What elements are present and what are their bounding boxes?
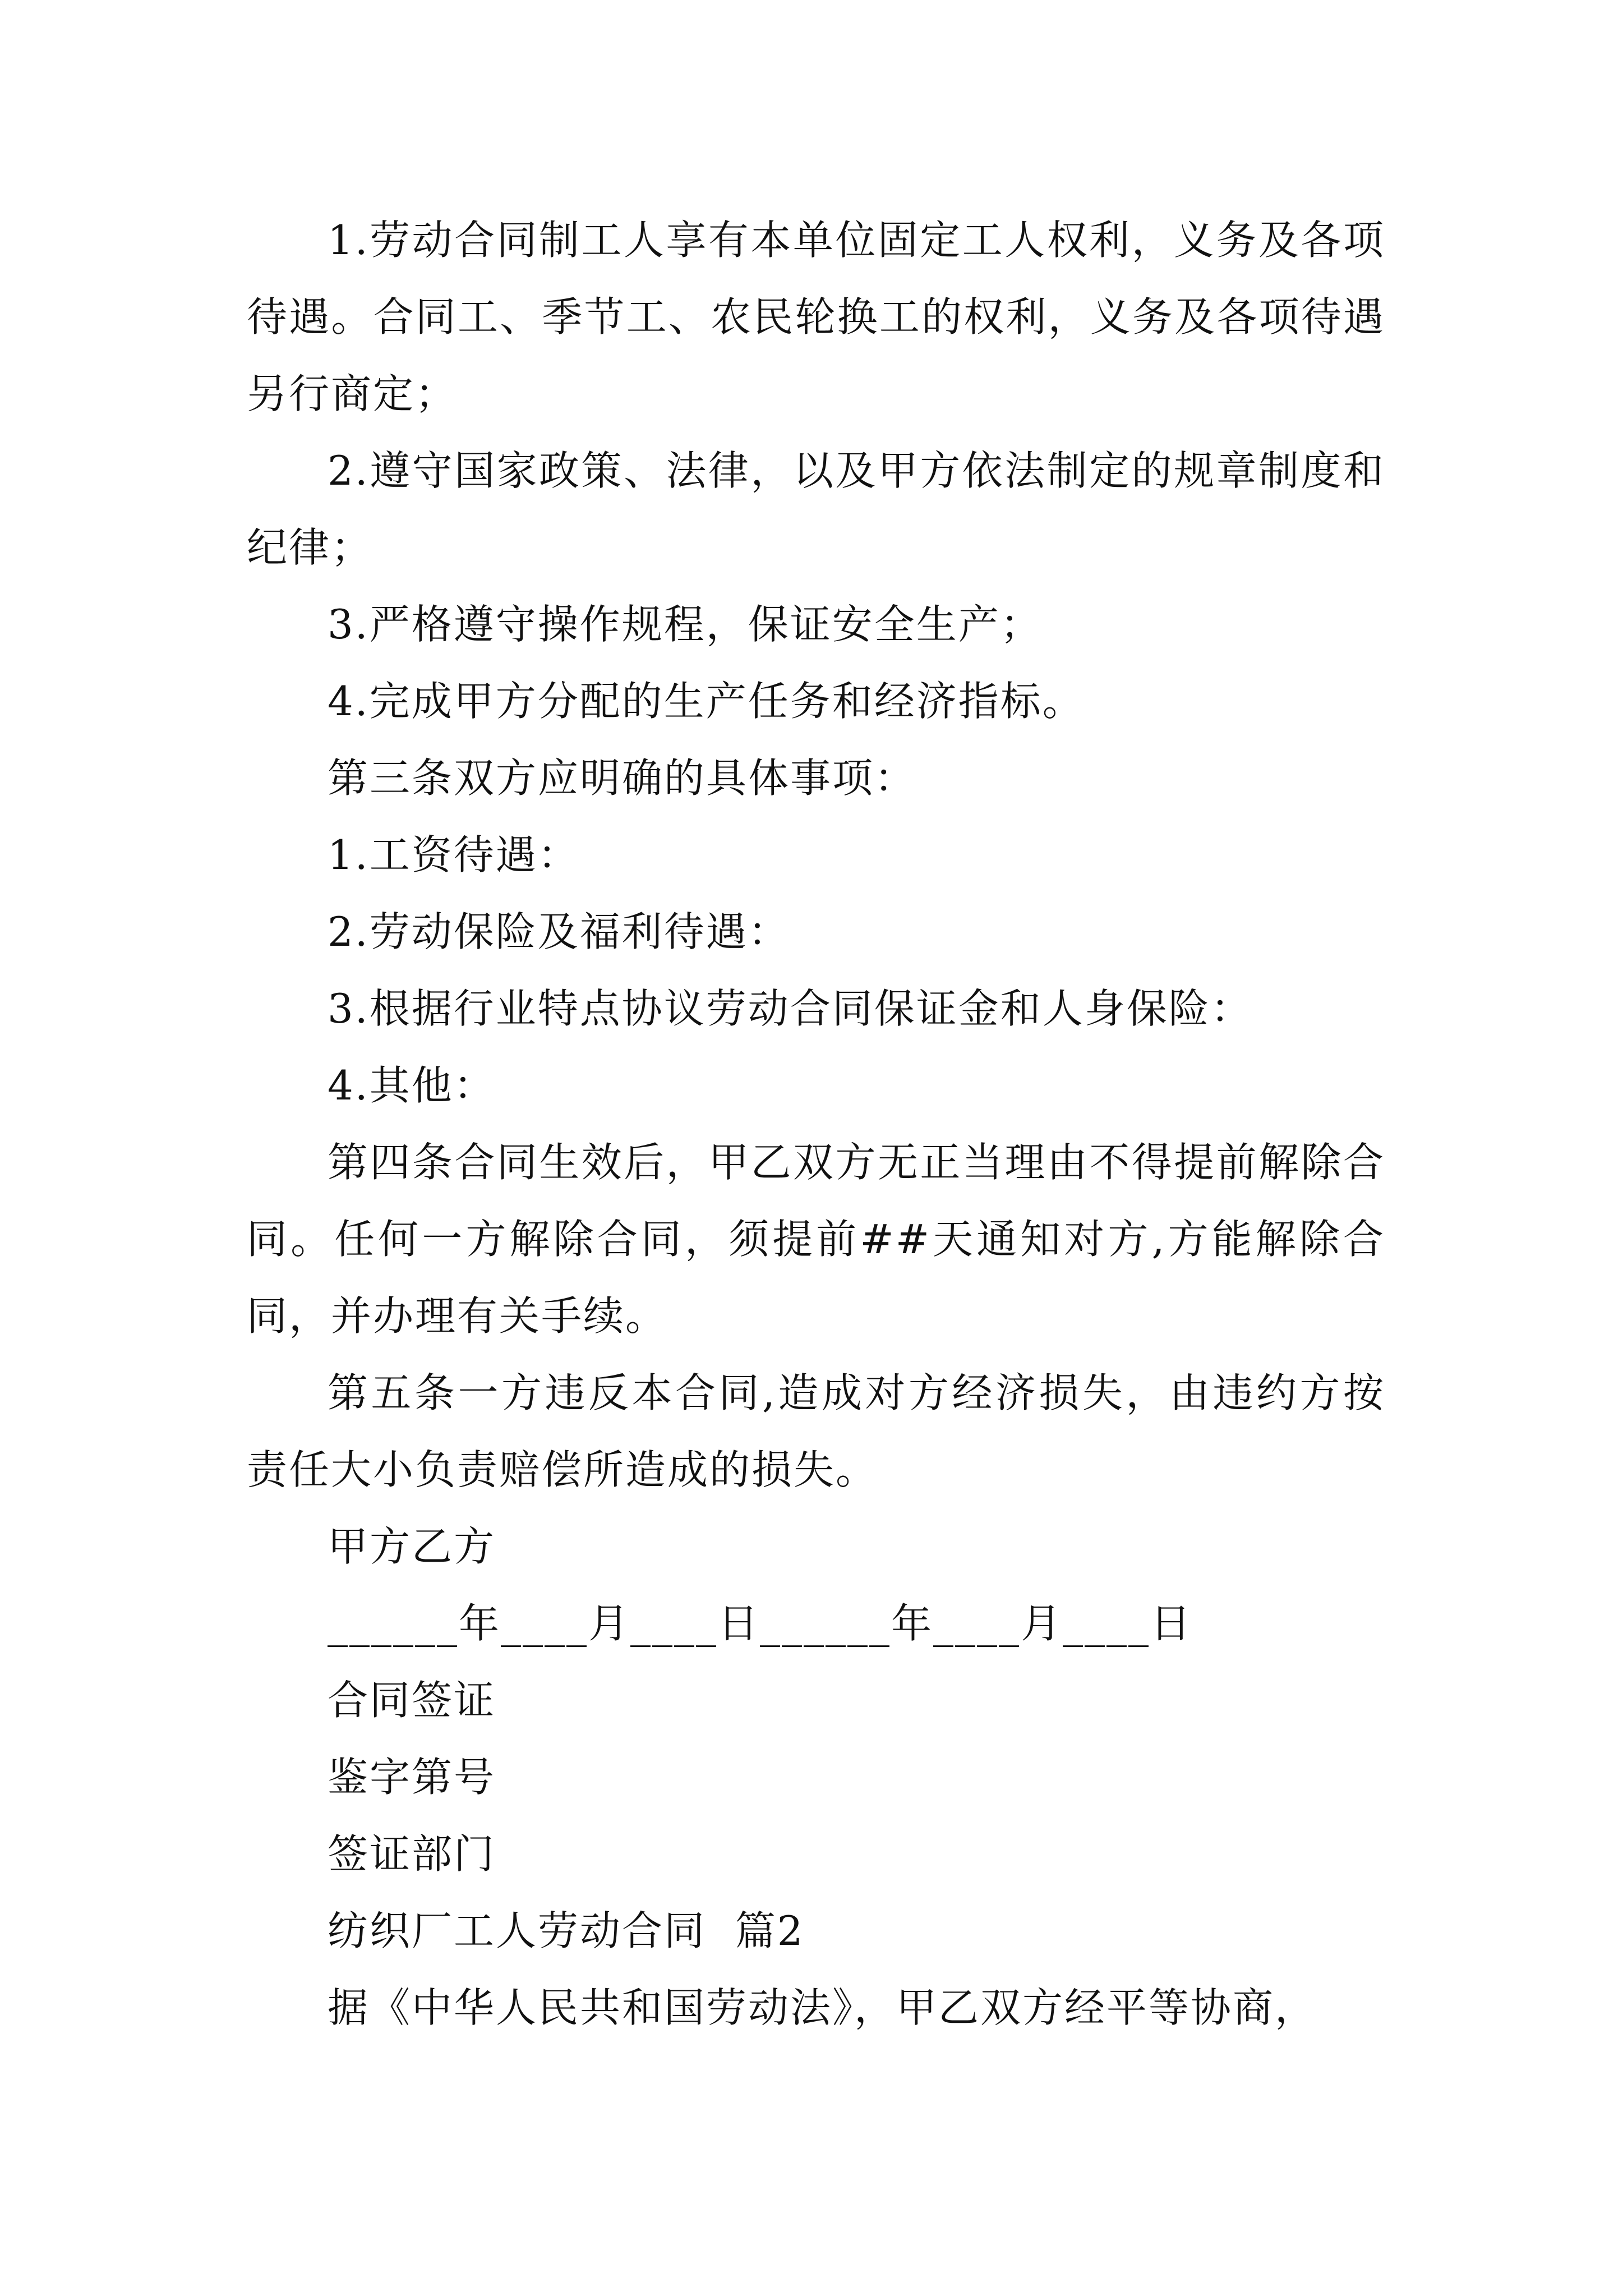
paragraph-safety: 3.严格遵守操作规程，保证安全生产；: [328, 601, 1043, 648]
paragraph-deposit-insurance: 3.根据行业特点协议劳动合同保证金和人身保险：: [328, 985, 1253, 1032]
paragraph-contract-visa: 合同签证: [328, 1677, 496, 1724]
paragraph-production-tasks: 4.完成甲方分配的生产任务和经济指标。: [328, 678, 1085, 725]
paragraph-article-3-heading: 第三条双方应明确的具体事项：: [328, 754, 917, 802]
section-title-contract-2: 纺织厂工人劳动合同 篇2: [328, 1907, 805, 1954]
paragraph-worker-rights: 1.劳动合同制工人享有本单位固定工人权利，义务及各项待遇。合同工、季节工、农民轮换工的权利，义务及各项待遇另行商定；: [247, 217, 1385, 417]
paragraph-obey-laws: 2.遵守国家政策、法律，以及甲方依法制定的规章制度和纪律；: [247, 447, 1385, 571]
paragraph-wages: 1.工资待遇：: [328, 831, 580, 878]
paragraph-labor-law-intro: 据《中华人民共和国劳动法》，甲乙双方经平等协商，: [328, 1984, 1317, 2031]
paragraph-article-5: 第五条一方违反本合同,造成对方经济损失，由违约方按责任大小负责赔偿所造成的损失。: [247, 1369, 1385, 1493]
paragraph-certification-number: 鉴字第号: [328, 1754, 496, 1801]
document-body: [247, 202, 1385, 2046]
paragraph-certification-department: 签证部门: [328, 1830, 496, 1878]
paragraph-parties: 甲方乙方: [328, 1523, 496, 1570]
paragraph-date-blanks: ______年____月____日______年____月____日: [328, 1600, 1193, 1647]
paragraph-article-4: 第四条合同生效后，甲乙双方无正当理由不得提前解除合同。任何一方解除合同，须提前##天通知对方,方能解除合同，并办理有关手续。: [247, 1139, 1385, 1340]
paragraph-insurance-welfare: 2.劳动保险及福利待遇：: [328, 908, 790, 955]
paragraph-other: 4.其他：: [328, 1062, 496, 1109]
